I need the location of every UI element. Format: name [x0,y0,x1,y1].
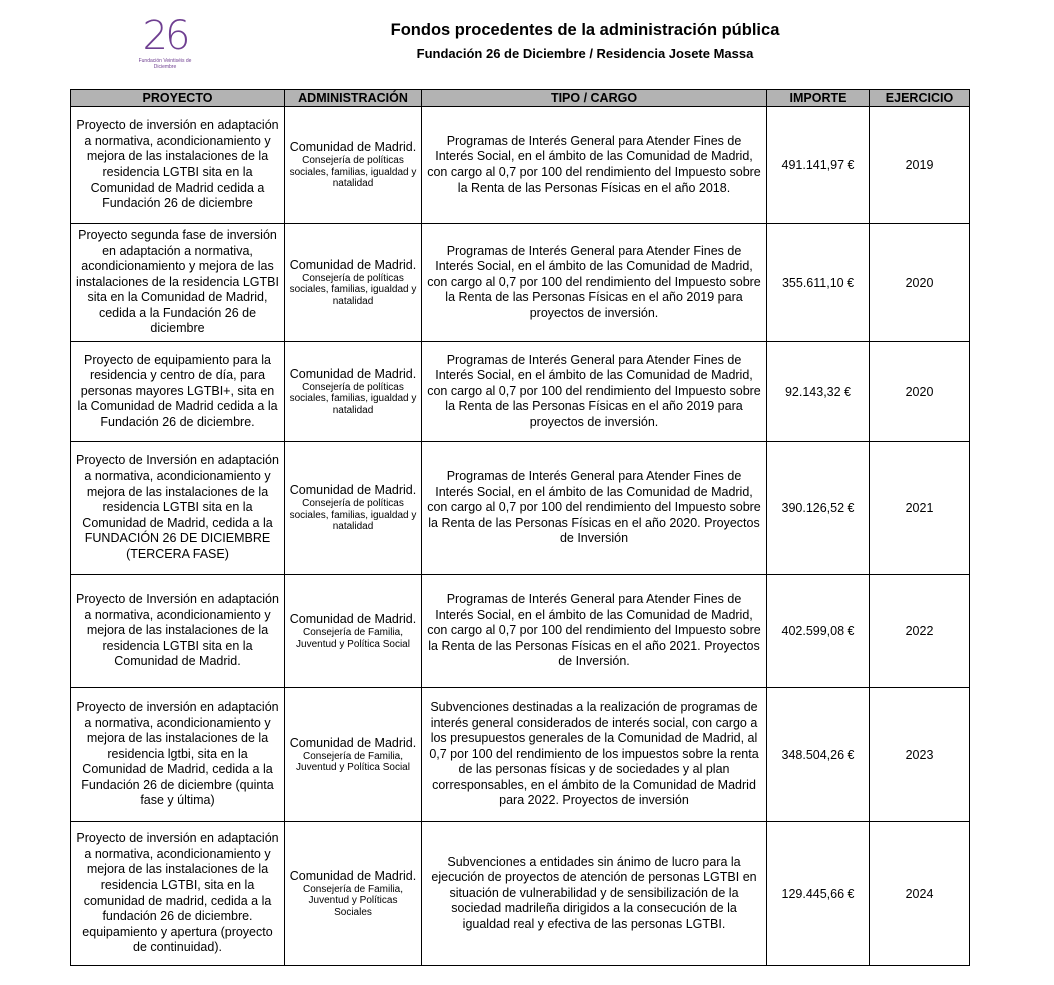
document-subtitle: Fundación 26 de Diciembre / Residencia Josete Massa [416,46,754,61]
proyecto-cell: Proyecto segunda fase de inversión en adaptación a normativa, acondicionamiento y mejora de las instalaciones de la residencia LGTBI sita en la Comunidad de Madrid, cedida a la Fundación 26 de diciembre [71,224,285,342]
admin-department: Consejería de políticas sociales, familias, igualdad y natalidad [289,381,417,416]
logo-caption: Fundación Veintiséis de Diciembre [138,58,192,70]
foundation-logo [132,13,198,74]
table-row [71,575,970,688]
logo-number: 26 [142,13,188,59]
tipo-cargo-cell: Programas de Interés General para Atender Fines de Interés Social, en el ámbito de las Comunidad de Madrid, con cargo al 0,7 por 100 del rendimiento del Impuesto sobre la Renta de las Personas Físicas en el año 2018. [422,107,767,224]
importe-cell: 355.611,10 € [767,224,870,342]
proyecto-cell: Proyecto de Inversión en adaptación a normativa, acondicionamiento y mejora de las instalaciones de la residencia LGTBI sita en la Comunidad de Madrid. [71,575,285,688]
column-header-proyecto: PROYECTO [71,90,285,107]
importe-cell: 491.141,97 € [767,107,870,224]
importe-cell: 92.143,32 € [767,342,870,442]
table-row [71,224,970,342]
admin-name: Comunidad de Madrid. [289,483,417,498]
table-row [71,342,970,442]
proyecto-cell: Proyecto de Inversión en adaptación a normativa, acondicionamiento y mejora de las instalaciones de la residencia LGTBI sita en la Comunidad de Madrid, cedida a la FUNDACIÓN 26 DE DICIEMBRE (TERCERA FASE) [71,442,285,575]
table-row [71,688,970,822]
column-header-ejercicio: EJERCICIO [870,90,970,107]
ejercicio-cell: 2021 [870,442,970,575]
document-title: Fondos procedentes de la administración pública [390,21,780,39]
ejercicio-cell: 2019 [870,107,970,224]
admin-name: Comunidad de Madrid. [289,140,417,155]
admin-name: Comunidad de Madrid. [289,735,417,750]
tipo-cargo-cell: Programas de Interés General para Atender Fines de Interés Social, en el ámbito de las Comunidad de Madrid, con cargo al 0,7 por 100 del rendimiento del Impuesto sobre la Renta de las Personas Físicas en el año 2021. Proyectos de Inversión. [422,575,767,688]
table-header-row [71,90,970,107]
administracion-cell [285,822,422,966]
table-row [71,107,970,224]
administracion-cell [285,688,422,822]
tipo-cargo-cell: Programas de Interés General para Atender Fines de Interés Social, en el ámbito de las Comunidad de Madrid, con cargo al 0,7 por 100 del rendimiento del Impuesto sobre la Renta de las Personas Físicas en el año 2019 para proyectos de inversión. [422,342,767,442]
admin-department: Consejería de Familia, Juventud y Política Social [296,627,410,650]
funds-table [70,89,970,966]
importe-cell: 129.445,66 € [767,822,870,966]
admin-department: Consejería de políticas sociales, familias, igualdad y natalidad [289,155,417,190]
column-header-importe: IMPORTE [767,90,870,107]
ejercicio-cell: 2020 [870,342,970,442]
ejercicio-cell: 2022 [870,575,970,688]
proyecto-cell: Proyecto de inversión en adaptación a normativa, acondicionamiento y mejora de las instalaciones de la residencia lgtbi, sita en la Comunidad de Madrid, cedida a la Fundación 26 de diciembre (quinta fase y última) [71,688,285,822]
column-header-administracion: ADMINISTRACIÓN [285,90,422,107]
proyecto-cell: Proyecto de inversión en adaptación a normativa, acondicionamiento y mejora de las instalaciones de la residencia LGTBI, sita en la comunidad de madrid, cedida a la fundación 26 de diciembre. equipamiento y apertura (proyecto de continuidad). [71,822,285,966]
administracion-cell [285,442,422,575]
administracion-cell [285,575,422,688]
column-header-tipo-cargo: TIPO / CARGO [422,90,767,107]
admin-name: Comunidad de Madrid. [289,868,417,883]
admin-name: Comunidad de Madrid. [289,612,417,626]
admin-department: Consejería de políticas sociales, familias, igualdad y natalidad [289,272,417,307]
importe-cell: 402.599,08 € [767,575,870,688]
administracion-cell [285,342,422,442]
tipo-cargo-cell: Subvenciones destinadas a la realización de programas de interés general considerados de interés social, con cargo a los presupuestos generales de la Comunidad de Madrid, al 0,7 por 100 del rendimiento de los impuestos sobre la renta de las personas físicas y de sociedades y al plan corresponsables, en el ámbito de la Comunidad de Madrid para 2022. Proyectos de inversión [422,688,767,822]
admin-name: Comunidad de Madrid. [289,366,417,381]
table-row [71,822,970,966]
tipo-cargo-cell: Programas de Interés General para Atender Fines de Interés Social, en el ámbito de las Comunidad de Madrid, con cargo al 0,7 por 100 del rendimiento del Impuesto sobre la Renta de las Personas Físicas en el año 2019 para proyectos de inversión. [422,224,767,342]
administracion-cell [285,224,422,342]
admin-department: Consejería de Familia, Juventud y Política Social [296,750,410,773]
admin-name: Comunidad de Madrid. [289,257,417,272]
admin-department: Consejería de políticas sociales, familias, igualdad y natalidad [289,498,417,533]
tipo-cargo-cell: Subvenciones a entidades sin ánimo de lucro para la ejecución de proyectos de atención de personas LGTBI en situación de vulnerabilidad y de sensibilización de la sociedad madrileña dirigidos a la consecución de la igualdad real y efectiva de las personas LGTBI. [422,822,767,966]
importe-cell: 348.504,26 € [767,688,870,822]
ejercicio-cell: 2023 [870,688,970,822]
proyecto-cell: Proyecto de inversión en adaptación a normativa, acondicionamiento y mejora de las instalaciones de la residencia LGTBI sita en la Comunidad de Madrid cedida a Fundación 26 de diciembre [71,107,285,224]
ejercicio-cell: 2024 [870,822,970,966]
tipo-cargo-cell: Programas de Interés General para Atender Fines de Interés Social, en el ámbito de las Comunidad de Madrid, con cargo al 0,7 por 100 del rendimiento del Impuesto sobre la Renta de las Personas Físicas en el año 2020. Proyectos de Inversión [422,442,767,575]
administracion-cell [285,107,422,224]
table-row [71,442,970,575]
admin-department: Consejería de Familia, Juventud y Políticas Sociales [302,883,404,918]
ejercicio-cell: 2020 [870,224,970,342]
importe-cell: 390.126,52 € [767,442,870,575]
proyecto-cell: Proyecto de equipamiento para la residencia y centro de día, para personas mayores LGTBI+, sita en la Comunidad de Madrid cedida a la Fundación 26 de diciembre. [71,342,285,442]
